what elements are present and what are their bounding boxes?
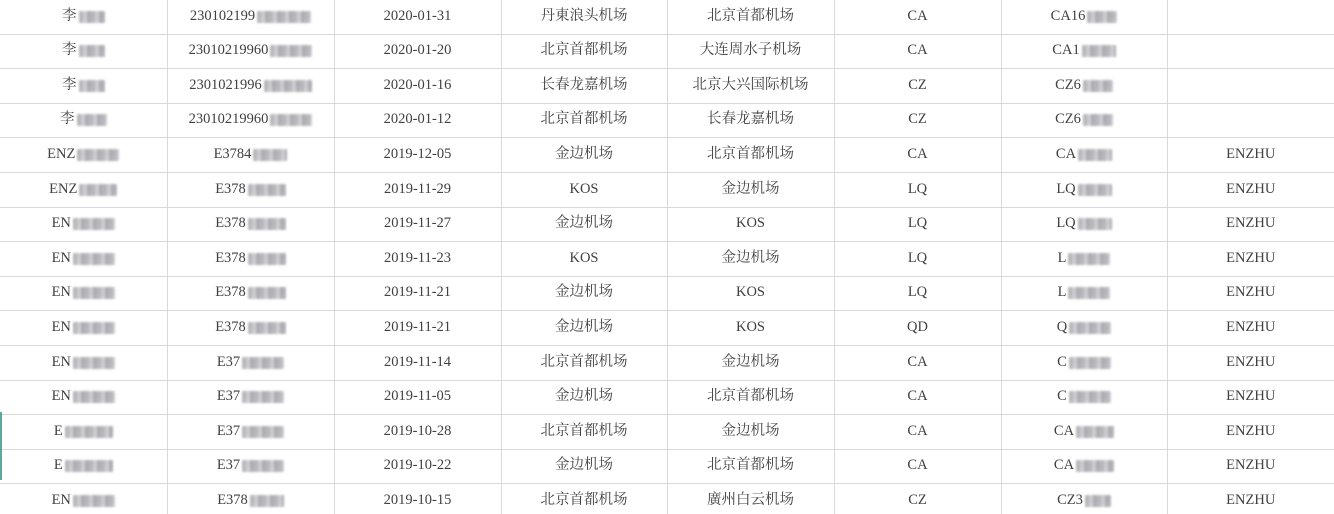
flight-date-cell xyxy=(334,449,501,484)
redaction-block xyxy=(248,253,286,265)
airline-code-cell xyxy=(834,172,1001,207)
arrival-airport-cell-text: 大连周水子机场 xyxy=(699,42,802,59)
departure-airport-cell xyxy=(501,34,667,69)
table-row[interactable] xyxy=(0,415,1334,450)
table-row[interactable] xyxy=(0,138,1334,173)
passenger-name-cell xyxy=(0,484,167,514)
airline-code-cell xyxy=(834,242,1001,277)
arrival-airport-cell xyxy=(667,449,834,484)
flight-number-cell-text: L xyxy=(1057,249,1067,266)
arrival-airport-cell xyxy=(667,34,834,69)
passenger-name-cell xyxy=(0,0,167,34)
airline-code-cell xyxy=(834,0,1001,34)
departure-airport-cell xyxy=(501,484,667,514)
redaction-block xyxy=(73,322,115,334)
redaction-block xyxy=(1068,253,1110,265)
flight-date-cell-text: 2020-01-20 xyxy=(383,42,452,59)
redaction-block xyxy=(270,45,312,57)
redaction-block xyxy=(242,426,284,438)
id-number-cell xyxy=(167,345,334,380)
id-number-cell xyxy=(167,69,334,104)
flight-date-cell xyxy=(334,34,501,69)
arrival-airport-cell xyxy=(667,103,834,138)
flight-number-cell xyxy=(1001,207,1167,242)
id-number-cell xyxy=(167,415,334,450)
arrival-airport-cell xyxy=(667,345,834,380)
arrival-airport-cell-text: 金边机场 xyxy=(721,422,780,439)
flight-date-cell xyxy=(334,103,501,138)
table-row[interactable] xyxy=(0,0,1334,34)
id-number-cell xyxy=(167,276,334,311)
flight-number-cell xyxy=(1001,484,1167,514)
flight-number-cell xyxy=(1001,242,1167,277)
airline-code-cell-text: LQ xyxy=(907,215,928,232)
record-tag-cell xyxy=(1167,207,1334,242)
flight-number-cell xyxy=(1001,69,1167,104)
flight-date-cell-text: 2020-01-31 xyxy=(383,7,452,24)
airline-code-cell xyxy=(834,34,1001,69)
arrival-airport-cell xyxy=(667,138,834,173)
redaction-block xyxy=(65,426,113,438)
airline-code-cell-text: CZ xyxy=(908,491,927,508)
passenger-name-cell-text: EN xyxy=(51,353,71,370)
table-row[interactable] xyxy=(0,242,1334,277)
flight-date-cell-text: 2019-10-15 xyxy=(383,491,452,508)
id-number-cell xyxy=(167,0,334,34)
passenger-name-cell-text: EN xyxy=(51,319,71,336)
departure-airport-cell xyxy=(501,69,667,104)
record-tag-cell xyxy=(1167,345,1334,380)
flight-number-cell xyxy=(1001,138,1167,173)
redaction-block xyxy=(1085,495,1111,507)
departure-airport-cell xyxy=(501,449,667,484)
airline-code-cell-text: CA xyxy=(907,7,928,24)
airline-code-cell-text: CA xyxy=(907,353,928,370)
passenger-name-cell xyxy=(0,449,167,484)
flight-date-cell xyxy=(334,172,501,207)
passenger-name-cell xyxy=(0,242,167,277)
passenger-name-cell-text: EN xyxy=(51,491,71,508)
airline-code-cell xyxy=(834,449,1001,484)
departure-airport-cell xyxy=(501,242,667,277)
passenger-name-cell-text: EN xyxy=(51,388,71,405)
departure-airport-cell-text: 金边机场 xyxy=(555,146,613,163)
id-number-cell-text: 230102199 xyxy=(189,7,256,24)
redaction-block xyxy=(250,495,284,507)
arrival-airport-cell xyxy=(667,415,834,450)
record-tag-cell xyxy=(1167,103,1334,138)
passenger-name-cell-text: ENZ xyxy=(49,180,78,197)
table-row[interactable] xyxy=(0,207,1334,242)
id-number-cell-text: E378 xyxy=(215,180,246,197)
id-number-cell xyxy=(167,449,334,484)
departure-airport-cell-text: 金边机场 xyxy=(555,319,613,336)
flight-number-cell-text: CZ6 xyxy=(1055,111,1081,128)
airline-code-cell-text: CZ xyxy=(908,76,927,93)
id-number-cell xyxy=(167,311,334,346)
flight-date-cell-text: 2019-11-23 xyxy=(383,249,452,266)
flight-date-cell xyxy=(334,0,501,34)
flight-number-cell xyxy=(1001,380,1167,415)
row-selection-marker xyxy=(0,412,2,446)
flight-number-cell xyxy=(1001,345,1167,380)
table-row[interactable] xyxy=(0,69,1334,104)
record-tag-cell xyxy=(1167,415,1334,450)
arrival-airport-cell-text: 北京首都机场 xyxy=(707,457,794,474)
departure-airport-cell xyxy=(501,172,667,207)
record-tag-cell-text: ENZHU xyxy=(1226,422,1276,439)
airline-code-cell-text: LQ xyxy=(907,249,928,266)
passenger-name-cell-text: 李 xyxy=(62,76,77,93)
id-number-cell-text: E378 xyxy=(215,284,246,301)
departure-airport-cell xyxy=(501,0,667,34)
table-row[interactable] xyxy=(0,380,1334,415)
flight-number-cell-text: L xyxy=(1057,284,1067,301)
arrival-airport-cell-text: KOS xyxy=(735,215,765,232)
passenger-name-cell-text: ENZ xyxy=(47,146,76,163)
record-tag-cell-text: ENZHU xyxy=(1226,388,1276,405)
id-number-cell-text: E378 xyxy=(217,491,248,508)
redaction-block xyxy=(264,80,312,92)
airline-code-cell-text: CA xyxy=(907,457,928,474)
record-tag-cell-text: ENZHU xyxy=(1226,180,1276,197)
arrival-airport-cell-text: 北京首都机场 xyxy=(707,146,794,163)
id-number-cell-text: E37 xyxy=(216,353,241,370)
passenger-name-cell-text: EN xyxy=(51,249,71,266)
id-number-cell xyxy=(167,484,334,514)
departure-airport-cell-text: 金边机场 xyxy=(555,215,613,232)
flight-date-cell xyxy=(334,138,501,173)
redaction-block xyxy=(248,218,286,230)
departure-airport-cell xyxy=(501,207,667,242)
record-tag-cell-text: ENZHU xyxy=(1226,215,1276,232)
flight-number-cell xyxy=(1001,415,1167,450)
flight-date-cell-text: 2019-10-22 xyxy=(383,457,452,474)
flight-number-cell xyxy=(1001,34,1167,69)
record-tag-cell xyxy=(1167,449,1334,484)
id-number-cell-text: E378 xyxy=(215,249,246,266)
flight-date-cell-text: 2020-01-12 xyxy=(383,111,452,128)
record-tag-cell xyxy=(1167,138,1334,173)
table-row[interactable] xyxy=(0,276,1334,311)
id-number-cell xyxy=(167,138,334,173)
arrival-airport-cell-text: 金边机场 xyxy=(721,353,780,370)
airline-code-cell-text: LQ xyxy=(907,284,928,301)
redaction-block xyxy=(1083,80,1113,92)
flight-number-cell xyxy=(1001,172,1167,207)
departure-airport-cell xyxy=(501,311,667,346)
redaction-block xyxy=(1083,114,1113,126)
flight-number-cell-text: CA xyxy=(1053,422,1075,439)
flight-date-cell-text: 2019-11-21 xyxy=(383,319,452,336)
table-row[interactable] xyxy=(0,449,1334,484)
id-number-cell-text: E378 xyxy=(215,319,246,336)
record-tag-cell xyxy=(1167,69,1334,104)
departure-airport-cell xyxy=(501,415,667,450)
passenger-name-cell xyxy=(0,311,167,346)
redaction-block xyxy=(1076,426,1114,438)
id-number-cell-text: E37 xyxy=(216,457,241,474)
redaction-block xyxy=(1068,287,1110,299)
redaction-block xyxy=(1069,391,1111,403)
flight-date-cell xyxy=(334,311,501,346)
arrival-airport-cell xyxy=(667,311,834,346)
id-number-cell-text: E3784 xyxy=(213,146,252,163)
flight-number-cell-text: LQ xyxy=(1056,215,1076,232)
passenger-name-cell xyxy=(0,380,167,415)
airline-code-cell xyxy=(834,484,1001,514)
id-number-cell-text: E37 xyxy=(216,388,241,405)
flight-date-cell xyxy=(334,69,501,104)
redaction-block xyxy=(73,253,115,265)
redaction-block xyxy=(1069,322,1111,334)
flight-date-cell xyxy=(334,207,501,242)
passenger-name-cell-text: 李 xyxy=(62,7,77,24)
airline-code-cell-text: CA xyxy=(907,42,928,59)
table-row[interactable] xyxy=(0,103,1334,138)
arrival-airport-cell xyxy=(667,242,834,277)
departure-airport-cell xyxy=(501,103,667,138)
redaction-block xyxy=(73,357,115,369)
arrival-airport-cell-text: 廣州白云机场 xyxy=(707,491,794,508)
id-number-cell-text: 2301021996 xyxy=(189,76,262,93)
record-tag-cell xyxy=(1167,380,1334,415)
passenger-name-cell xyxy=(0,276,167,311)
redaction-block xyxy=(253,149,287,161)
passenger-name-cell xyxy=(0,345,167,380)
passenger-name-cell-text: EN xyxy=(51,215,71,232)
redaction-block xyxy=(73,391,115,403)
airline-code-cell xyxy=(834,103,1001,138)
airline-code-cell-text: CA xyxy=(907,388,928,405)
record-tag-cell xyxy=(1167,311,1334,346)
record-tag-cell-text: ENZHU xyxy=(1226,457,1276,474)
redaction-block xyxy=(77,114,107,126)
redaction-block xyxy=(73,218,115,230)
departure-airport-cell-text: KOS xyxy=(569,180,599,197)
redaction-block xyxy=(1087,11,1117,23)
arrival-airport-cell-text: KOS xyxy=(735,319,765,336)
departure-airport-cell xyxy=(501,380,667,415)
redaction-block xyxy=(1078,149,1112,161)
flight-date-cell-text: 2019-11-14 xyxy=(383,353,452,370)
passenger-name-cell-text: E xyxy=(53,422,63,439)
record-tag-cell-text: ENZHU xyxy=(1226,284,1276,301)
departure-airport-cell-text: 北京首都机场 xyxy=(540,422,628,439)
departure-airport-cell-text: 北京首都机场 xyxy=(540,111,628,128)
table-row[interactable] xyxy=(0,345,1334,380)
flight-date-cell-text: 2019-11-05 xyxy=(383,388,452,405)
id-number-cell xyxy=(167,207,334,242)
airline-code-cell xyxy=(834,69,1001,104)
passenger-name-cell xyxy=(0,69,167,104)
flight-number-cell-text: CZ6 xyxy=(1055,76,1081,93)
redaction-block xyxy=(79,45,105,57)
arrival-airport-cell-text: KOS xyxy=(735,284,765,301)
record-tag-cell xyxy=(1167,276,1334,311)
flight-date-cell-text: 2020-01-16 xyxy=(383,76,452,93)
id-number-cell xyxy=(167,380,334,415)
arrival-airport-cell xyxy=(667,484,834,514)
passenger-name-cell xyxy=(0,415,167,450)
passenger-name-cell xyxy=(0,138,167,173)
flight-date-cell xyxy=(334,380,501,415)
record-tag-cell xyxy=(1167,0,1334,34)
redaction-block xyxy=(1076,460,1114,472)
redaction-block xyxy=(79,184,117,196)
flight-number-cell-text: C xyxy=(1057,353,1067,370)
redaction-block xyxy=(79,11,105,23)
flight-number-cell-text: CA xyxy=(1053,457,1075,474)
table-row[interactable] xyxy=(0,484,1334,514)
redaction-block xyxy=(1069,357,1111,369)
table-row[interactable] xyxy=(0,311,1334,346)
flight-number-cell-text: CA xyxy=(1055,146,1077,163)
airline-code-cell-text: QD xyxy=(907,319,928,336)
flight-number-cell xyxy=(1001,0,1167,34)
record-tag-cell xyxy=(1167,242,1334,277)
departure-airport-cell xyxy=(501,276,667,311)
redaction-block xyxy=(248,322,286,334)
passenger-name-cell xyxy=(0,172,167,207)
redaction-block xyxy=(1078,218,1112,230)
departure-airport-cell-text: KOS xyxy=(569,249,599,266)
flight-date-cell xyxy=(334,242,501,277)
record-tag-cell-text: ENZHU xyxy=(1226,353,1276,370)
flight-number-cell-text: C xyxy=(1057,388,1067,405)
airline-code-cell-text: LQ xyxy=(907,180,928,197)
id-number-cell xyxy=(167,103,334,138)
id-number-cell xyxy=(167,34,334,69)
arrival-airport-cell-text: 长春龙嘉机场 xyxy=(707,111,794,128)
flight-number-cell-text: CZ3 xyxy=(1057,491,1083,508)
departure-airport-cell-text: 丹東浪头机场 xyxy=(540,7,628,24)
flight-number-cell-text: Q xyxy=(1056,319,1068,336)
passenger-name-cell-text: 李 xyxy=(60,111,75,128)
airline-code-cell-text: CA xyxy=(907,146,928,163)
redaction-block xyxy=(73,287,115,299)
id-number-cell-text: E378 xyxy=(215,215,246,232)
airline-code-cell xyxy=(834,207,1001,242)
flight-date-cell-text: 2019-11-29 xyxy=(383,180,452,197)
flight-number-cell xyxy=(1001,276,1167,311)
flight-date-cell xyxy=(334,276,501,311)
flight-date-cell-text: 2019-12-05 xyxy=(383,146,452,163)
departure-airport-cell-text: 金边机场 xyxy=(555,457,613,474)
id-number-cell xyxy=(167,172,334,207)
flight-number-cell-text: LQ xyxy=(1056,180,1076,197)
row-selection-marker xyxy=(0,446,2,480)
arrival-airport-cell xyxy=(667,276,834,311)
redaction-block xyxy=(65,460,113,472)
flight-number-cell xyxy=(1001,103,1167,138)
departure-airport-cell-text: 长春龙嘉机场 xyxy=(540,76,628,93)
airline-code-cell xyxy=(834,345,1001,380)
id-number-cell-text: 23010219960 xyxy=(188,111,269,128)
id-number-cell-text: E37 xyxy=(216,422,241,439)
airline-code-cell-text: CZ xyxy=(908,111,927,128)
flight-number-cell-text: CA1 xyxy=(1052,42,1080,59)
redaction-block xyxy=(1082,45,1116,57)
redaction-block xyxy=(73,495,115,507)
redaction-block xyxy=(242,391,284,403)
departure-airport-cell-text: 北京首都机场 xyxy=(540,42,628,59)
redaction-block xyxy=(242,460,284,472)
departure-airport-cell-text: 金边机场 xyxy=(555,388,613,405)
departure-airport-cell-text: 金边机场 xyxy=(555,284,613,301)
departure-airport-cell-text: 北京首都机场 xyxy=(540,353,628,370)
record-tag-cell-text: ENZHU xyxy=(1226,491,1276,508)
record-tag-cell xyxy=(1167,484,1334,514)
arrival-airport-cell xyxy=(667,172,834,207)
arrival-airport-cell xyxy=(667,380,834,415)
departure-airport-cell-text: 北京首都机场 xyxy=(540,491,628,508)
record-tag-cell xyxy=(1167,34,1334,69)
arrival-airport-cell-text: 北京首都机场 xyxy=(707,7,794,24)
airline-code-cell xyxy=(834,276,1001,311)
airline-code-cell xyxy=(834,138,1001,173)
redaction-block xyxy=(79,80,105,92)
arrival-airport-cell xyxy=(667,207,834,242)
flight-date-cell xyxy=(334,345,501,380)
flight-number-cell xyxy=(1001,449,1167,484)
departure-airport-cell xyxy=(501,138,667,173)
airline-code-cell-text: CA xyxy=(907,422,928,439)
record-tag-cell-text: ENZHU xyxy=(1226,319,1276,336)
arrival-airport-cell-text: 金边机场 xyxy=(721,249,780,266)
airline-code-cell xyxy=(834,311,1001,346)
flight-number-cell-text: CA16 xyxy=(1050,7,1086,24)
record-tag-cell-text: ENZHU xyxy=(1226,249,1276,266)
flight-date-cell-text: 2019-11-27 xyxy=(383,215,452,232)
arrival-airport-cell-text: 金边机场 xyxy=(721,180,780,197)
redaction-block xyxy=(248,287,286,299)
arrival-airport-cell-text: 北京首都机场 xyxy=(707,388,794,405)
redaction-block xyxy=(242,357,284,369)
flight-date-cell xyxy=(334,415,501,450)
flight-date-cell-text: 2019-11-21 xyxy=(383,284,452,301)
flight-date-cell-text: 2019-10-28 xyxy=(383,422,452,439)
passenger-name-cell-text: E xyxy=(53,457,63,474)
redaction-block xyxy=(1078,184,1112,196)
airline-code-cell xyxy=(834,380,1001,415)
record-tag-cell xyxy=(1167,172,1334,207)
redaction-block xyxy=(257,11,311,23)
passenger-name-cell xyxy=(0,34,167,69)
passenger-name-cell-text: EN xyxy=(51,284,71,301)
passenger-name-cell-text: 李 xyxy=(62,42,77,59)
table-row[interactable] xyxy=(0,172,1334,207)
arrival-airport-cell xyxy=(667,0,834,34)
arrival-airport-cell-text: 北京大兴国际机场 xyxy=(692,76,809,93)
passenger-name-cell xyxy=(0,103,167,138)
id-number-cell xyxy=(167,242,334,277)
redaction-block xyxy=(248,184,286,196)
arrival-airport-cell xyxy=(667,69,834,104)
airline-code-cell xyxy=(834,415,1001,450)
redaction-block xyxy=(270,114,312,126)
passenger-name-cell xyxy=(0,207,167,242)
flight-number-cell xyxy=(1001,311,1167,346)
redaction-block xyxy=(77,149,119,161)
id-number-cell-text: 23010219960 xyxy=(188,42,269,59)
record-tag-cell-text: ENZHU xyxy=(1226,146,1276,163)
departure-airport-cell xyxy=(501,345,667,380)
flight-date-cell xyxy=(334,484,501,514)
table-row[interactable] xyxy=(0,34,1334,69)
